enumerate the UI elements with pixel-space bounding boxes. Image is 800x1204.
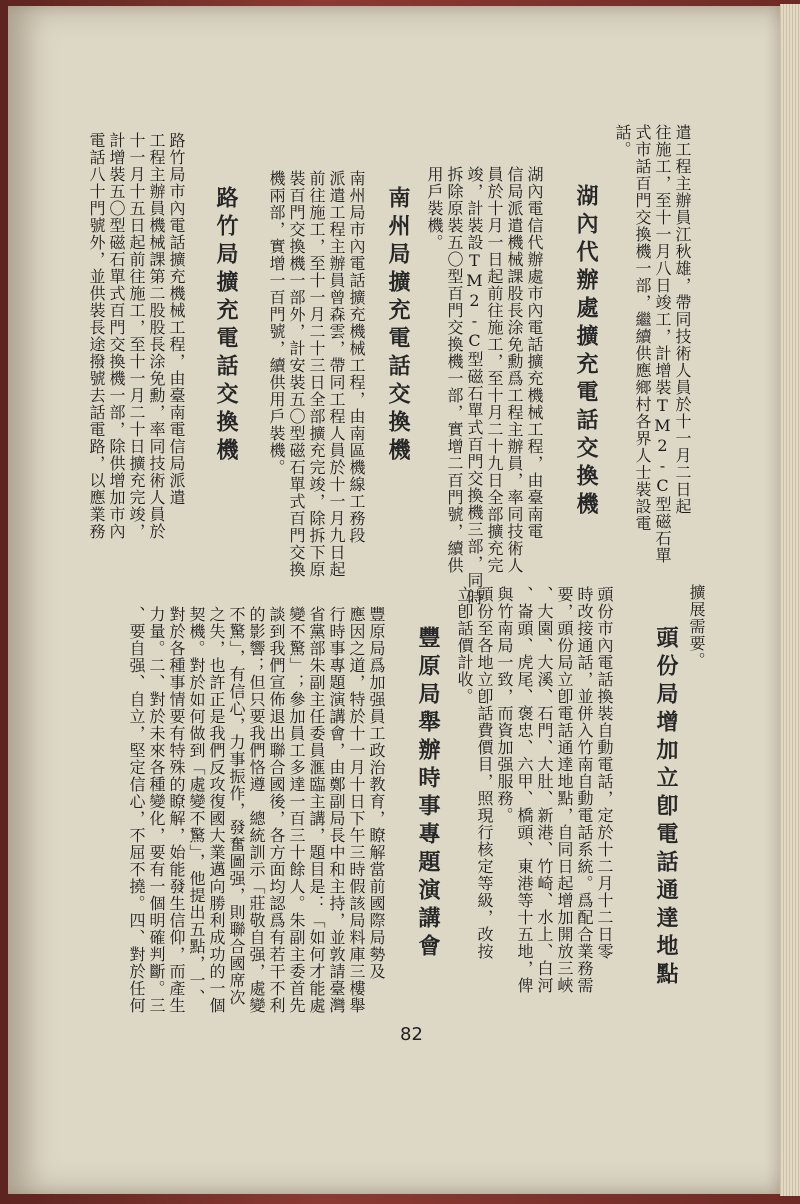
bottom-continued-text: 擴展需要。: [687, 584, 706, 669]
nanzhou-body: 南州局市內電話擴充機械工程，由南區機線工務段 派遣工程主辦員曾森雲，帶同工程人員於十一月九日起 前往施工，至十一月二十三日全部擴充完竣，除拆下原 裝百門交換機一部外，計安裝五〇型磁石單式百門交換 機兩部，實增一百門號，續供用戶裝機。: [267, 170, 366, 578]
document-page: [8, 6, 780, 1194]
toufen-title: 頭份局增加立卽電話通達地點: [653, 626, 679, 990]
huneidai-title: 湖內代辦處擴充電話交換機: [573, 184, 599, 520]
luzhu-title: 路竹局擴充電話交換機: [213, 186, 239, 466]
page-number: 82: [400, 1024, 423, 1045]
top-continued-text: 遣工程主辦員江秋雄，帶同技術人員於十一月二日起 往施工，至十一月八日竣工，計增裝TM2-C型磁石單 式市話百門交換機一部，繼續供應鄉村各界人士裝設電 話。: [613, 124, 692, 564]
nanzhou-title: 南州局擴充電話交換機: [385, 186, 411, 466]
huneidai-body: 湖內電信代辦處市內電話擴充機械工程，由臺南電 信局派遣機械課股長涂免勳爲工程主辦員，率同技術人 員於十月一日起前往施工，至十月二十九日全部擴充完 竣，計裝設TM2-C型磁石單式百門交換機三部，同時 拆除原裝五〇型百門交換機一部，實增二百門號，續供 用戶裝機。: [425, 166, 544, 606]
toufen-body: 頭份市內電話換裝自動電話，定於十二月十二日零 時改接通話，並併入竹南自動電話系統。爲配合業務需 要，頭份局立卽電話通達地點，自同日起增加開放三峽 、大園、大溪、石門、大肚、新港、竹崎、水上、白河 、崙頭、虎尾、褒忠、六甲、橋頭、東港等十五地，俾 與竹南局一致，而資加强服務。 頭份至各地立卽話費價目，照現行核定等級，改按 立卽話價計收。: [455, 586, 614, 994]
fengyuan-body: 豐原局爲加强員工政治教育，瞭解當前國際局勢及 應因之道，特於十一月十日下午三時假該局料庫三樓舉 行時事專題演講會，由鄭副局長中和主持，並敦請臺灣 省黨部朱副主任委員滙臨主講，題目是：「如何才能處 變不驚」；參加員工多達一百三十餘人。朱副主委首先 談到我們宣佈退出聯合國後，各方面均認爲有若干不利 的影響；但只要我們恪遵 總統訓示「莊敬自强，處變 不驚」，有信心，力事振作，發奮圖强，則聯合國席次 之失，也許正是我們反攻復國大業邁向勝利成功的一個 契機。對於如何做到「處變不驚」，他提出五點，一、 對於各種事情要有特殊的瞭解，始能發生信仰，而產生 力量。二、對於未來各種變化，要有一個明確判斷。三 、要自强、自立，堅定信心，不屈不撓。四、對於任何: [127, 606, 386, 1014]
luzhu-body: 路竹局市內電話擴充機械工程，由臺南電信局派遣 工程主辦員機械課第二股股長涂免勳，率同技術人員於 十一月十五日起前往施工，至十一月二十日擴充完竣， 計增裝五〇型磁石單式百門交換機一部，除供增加市內 電話八十門號外，並供裝長途撥號去話電路，以應業務: [87, 132, 186, 540]
page-edges: [780, 4, 800, 1196]
fengyuan-title: 豐原局舉辦時事專題演講會: [415, 626, 441, 962]
